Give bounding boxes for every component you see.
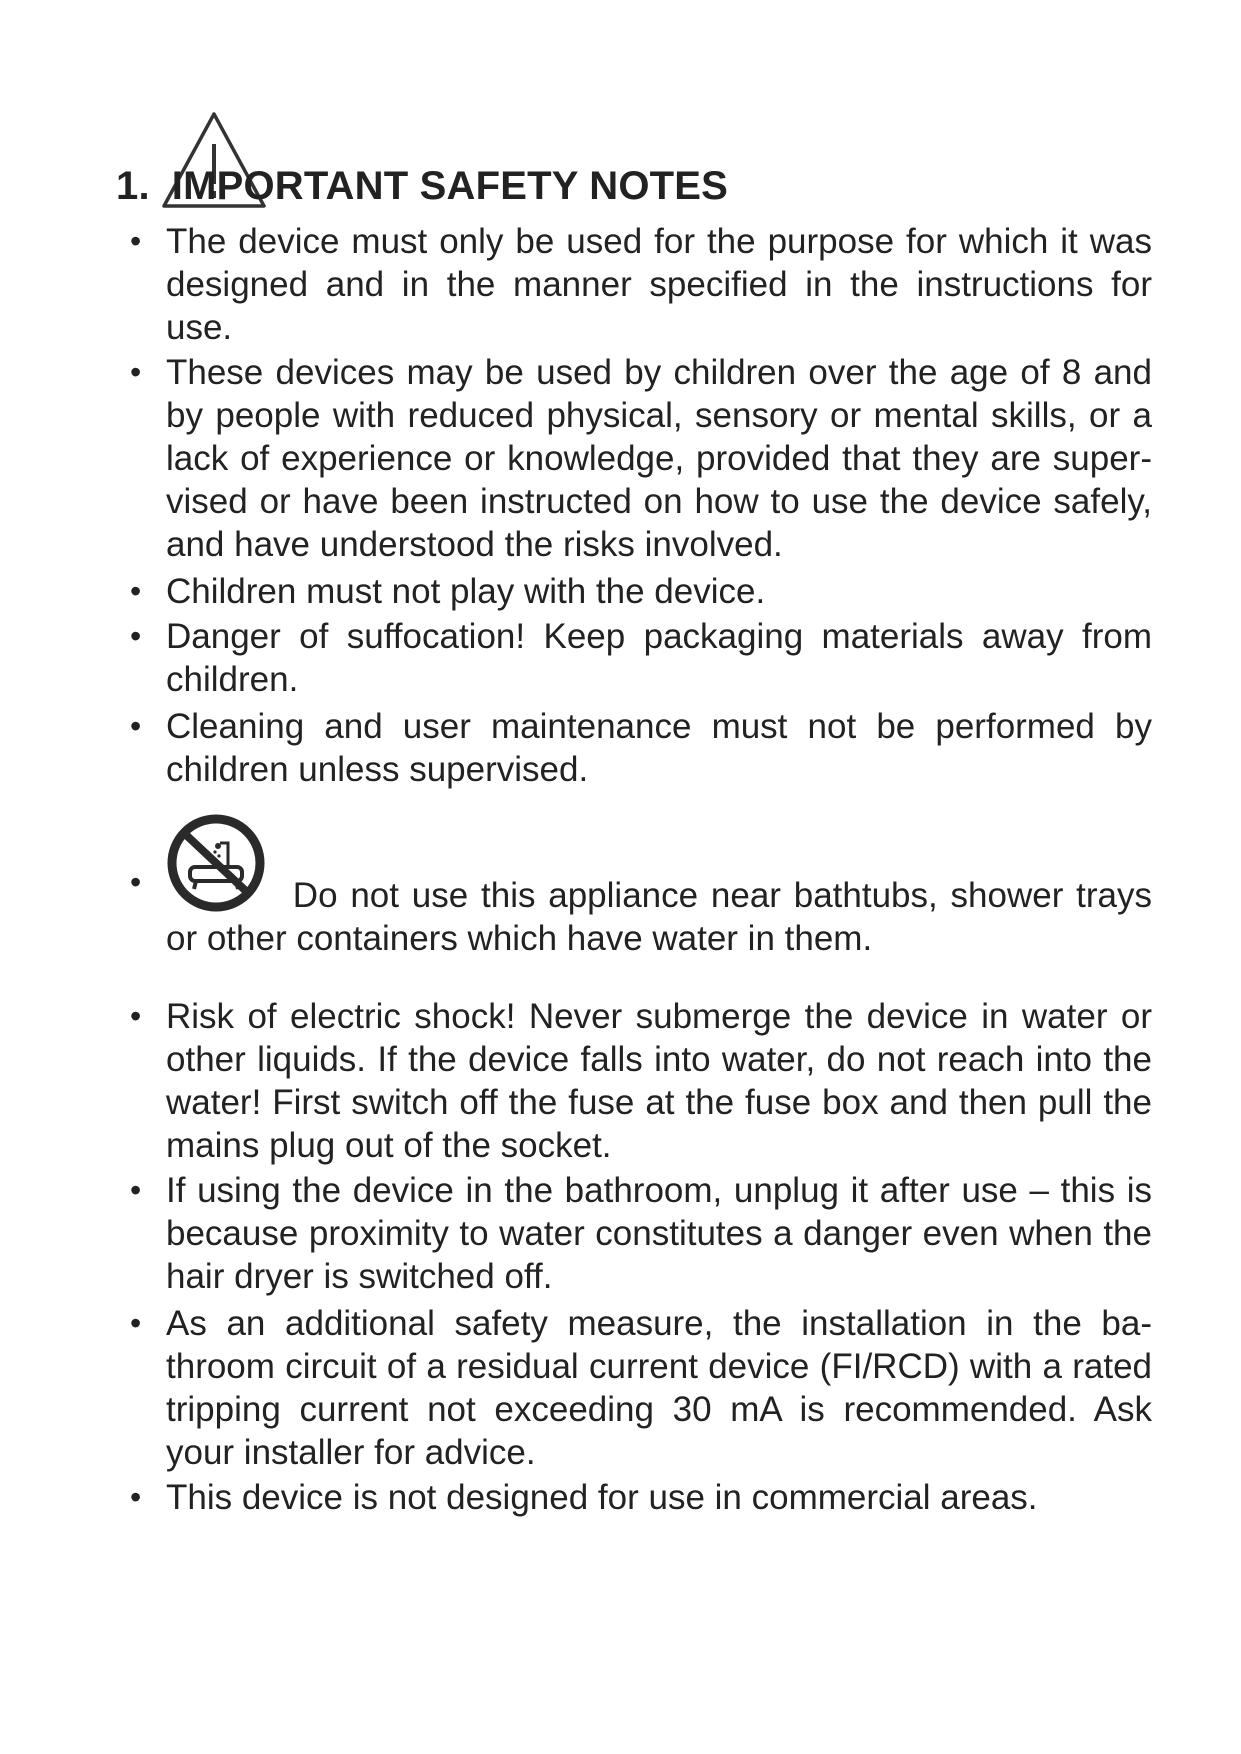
- note-text: Cleaning and user maintenance must not be performed by children unless supervised.: [166, 707, 1152, 789]
- bullet: •: [130, 354, 142, 390]
- bullet: •: [130, 708, 142, 744]
- list-item: [128, 615, 1152, 701]
- list-item: [128, 220, 1152, 349]
- bullet: •: [130, 1479, 142, 1515]
- note-text: As an additional safety measure, the installation in the ba-throom circuit of a residual current device (FI/RCD) with a rated tripping current not exceeding 30 mA is recommended. Ask your installer for advice.: [166, 1304, 1152, 1472]
- safety-notes-list: [128, 220, 1152, 1521]
- bullet: •: [130, 223, 142, 259]
- list-item: [128, 1169, 1152, 1298]
- note-text: Danger of suffocation! Keep packaging materials away from children.: [166, 617, 1152, 699]
- list-item: [128, 351, 1152, 566]
- bullet: •: [130, 1305, 142, 1341]
- note-text: The device must only be used for the purpose for which it was designed and in the manner specified in the instructions for use.: [166, 222, 1152, 347]
- note-text: Children must not play with the device.: [166, 572, 766, 611]
- no-bathtub-icon: [166, 813, 266, 913]
- section-title: IMPORTANT SAFETY NOTES: [171, 163, 729, 208]
- list-item: [128, 1302, 1152, 1474]
- section-number: 1.: [116, 163, 150, 208]
- bullet: •: [130, 864, 142, 900]
- list-item: [128, 705, 1152, 791]
- bullet: •: [130, 618, 142, 654]
- bullet: •: [130, 1172, 142, 1208]
- note-text: Do not use this appliance near bathtubs, shower trays or other containers which have water in them.: [166, 876, 1152, 958]
- list-item: [128, 995, 1152, 1167]
- bullet: •: [130, 998, 142, 1034]
- note-text: These devices may be used by children over the age of 8 and by people with reduced physical, sensory or mental skills, or a lack of experience or knowledge, provided that they are super-vised or have been instructed on how to use the device safely, and have understood the risks involved.: [166, 353, 1152, 564]
- list-item: [128, 570, 1152, 613]
- list-item: [128, 1476, 1152, 1519]
- note-text: Risk of electric shock! Never submerge the device in water or other liquids. If the device falls into water, do not reach into the water! First switch off the fuse at the fuse box and then pull the mains plug out of the socket.: [166, 997, 1152, 1165]
- list-item: [128, 861, 1152, 991]
- note-text: This device is not designed for use in commercial areas.: [166, 1478, 1038, 1517]
- note-text: If using the device in the bathroom, unplug it after use – this is because proximity to water constitutes a danger even when the hair dryer is switched off.: [166, 1171, 1152, 1296]
- section-heading: [116, 158, 728, 214]
- bullet: •: [130, 573, 142, 609]
